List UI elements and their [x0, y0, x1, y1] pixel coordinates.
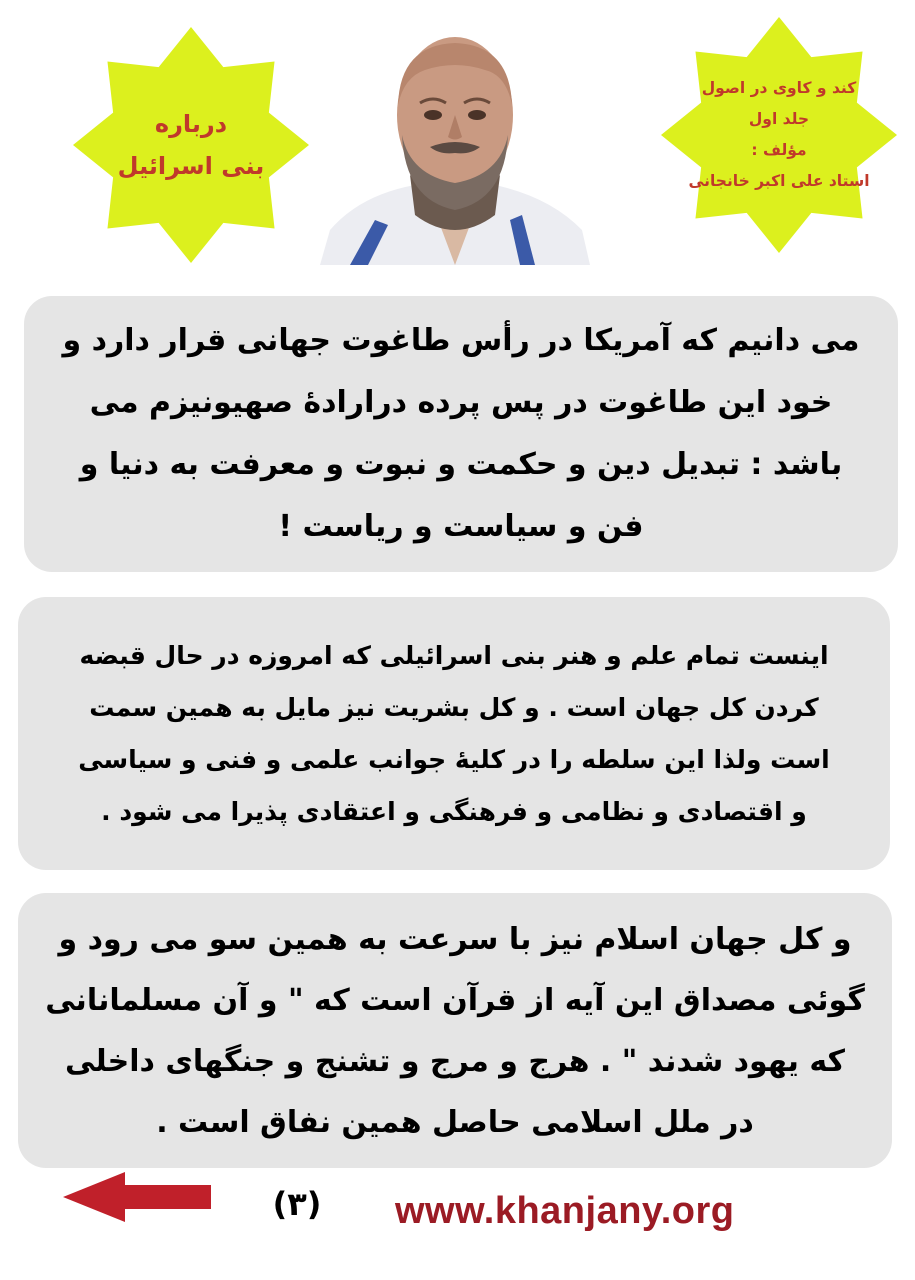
panel-line: و اقتصادی و نظامی و فرهنگی و اعتقادی پذیرا می شود .	[101, 796, 807, 826]
text-panel-3	[18, 893, 892, 1168]
book-volume: جلد اول	[748, 110, 810, 128]
panel-line: گوئی مصداق این آیه از قرآن است که " و آن مسلمانانی	[45, 982, 865, 1018]
panel-line: می دانیم که آمریکا در رأس طاغوت جهانی قرار دارد و	[62, 323, 860, 358]
author-label: مؤلف :	[751, 141, 807, 159]
panel-line: خود این طاغوت در پس پرده درارادۀ صهیونیزم می	[89, 385, 833, 420]
panel-line: که یهود شدند " . هرج و مرج و تشنج و جنگهای داخلی	[64, 1043, 845, 1079]
panel-line: فن و سیاست و ریاست !	[278, 509, 644, 544]
topic-label-1: درباره	[154, 110, 228, 138]
panel-line: و کل جهان اسلام نیز با سرعت به همین سو می رود و	[58, 921, 852, 957]
book-title: کند و کاوی در اصول	[701, 79, 857, 97]
panel-line: اینست تمام علم و هنر بنی اسرائیلی که امروزه در حال قبضه	[79, 640, 829, 670]
topic-label-2: بنی اسرائیل	[117, 152, 265, 180]
author-name: استاد علی اکبر خانجانی	[688, 172, 870, 190]
text-panel-2	[18, 597, 890, 870]
panel-line: در ملل اسلامی حاصل همین نفاق است .	[156, 1104, 754, 1140]
page-number: (۳)	[272, 1185, 322, 1223]
topic-star-badge	[73, 27, 309, 263]
panel-line: است ولذا این سلطه را در کلیۀ جوانب علمی و فنی و سیاسی	[78, 744, 830, 774]
text-panel-1	[24, 296, 898, 572]
panel-line: کردن کل جهان است . و کل بشریت نیز مایل به همین سمت	[89, 692, 819, 722]
left-arrow-icon[interactable]	[63, 1172, 211, 1222]
author-portrait	[320, 15, 590, 265]
panel-line: باشد : تبدیل دین و حکمت و نبوت و معرفت به دنیا و	[79, 447, 843, 482]
website-link[interactable]: www.khanjany.org	[395, 1190, 735, 1232]
book-info-star-badge	[661, 17, 897, 253]
